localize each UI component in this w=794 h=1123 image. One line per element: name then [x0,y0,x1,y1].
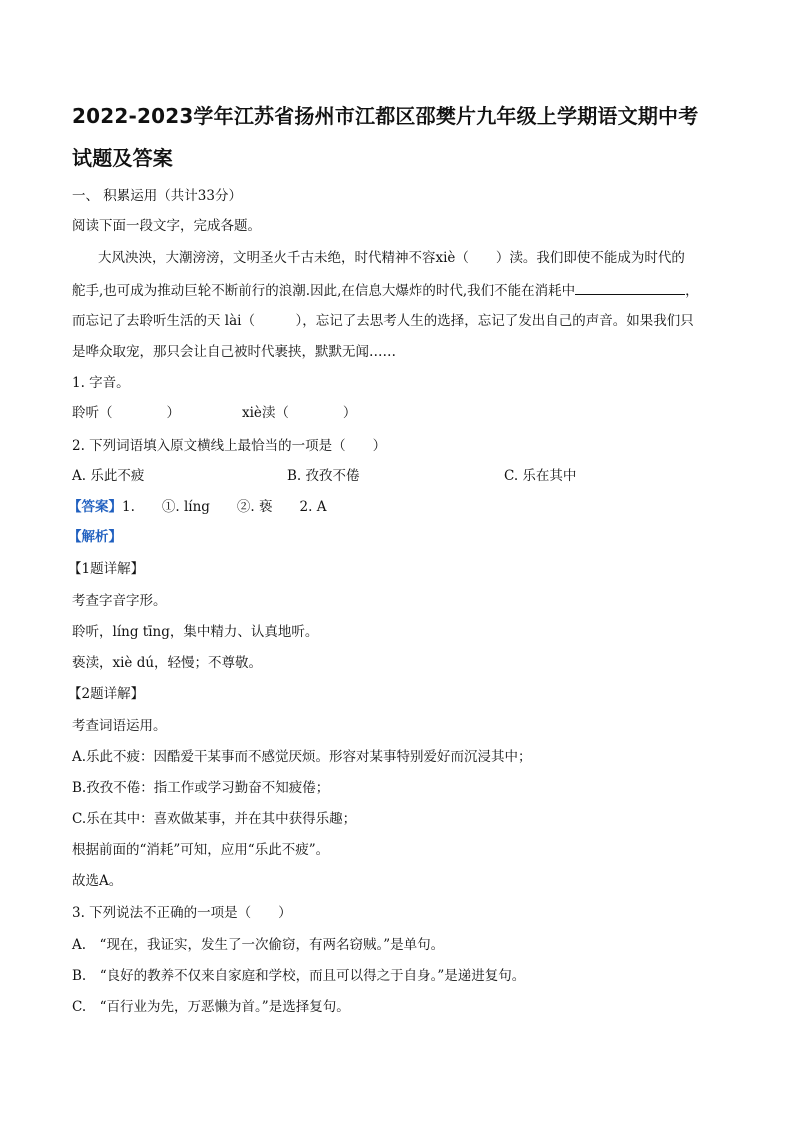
question-2-option-c: C. 乐在其中 [504,468,577,484]
passage-line-2 [72,280,699,301]
passage-line-3: 而忘记了去聆听生活的天 lài（ ），忘记了去思考人生的选择，忘记了发出自己的声音。如果我们只 [72,313,694,329]
question-2-option-b: B. 孜孜不倦 [287,468,360,484]
detail-2-label: 【2题详解】 [68,686,145,702]
detail-2-line: B.孜孜不倦：指工作或学习勤奋不知疲倦； [72,780,330,796]
question-1-items [72,403,356,423]
passage-line-2-text: 舵手,也可成为推动巨轮不断前行的浪潮.因此,在信息大爆炸的时代,我们不能在消耗中 [72,283,576,299]
question-3-option-c: C. “百行业为先，万恶懒为首。”是选择复句。 [72,999,350,1015]
question-1-prompt: 1. 字音。 [72,375,130,391]
answer-label: 【答案】 [68,499,122,515]
section-heading: 一、 积累运用（共计33分） [72,188,242,204]
question-3-option-a: A. “现在，我证实，发生了一次偷窃，有两名窃贼。”是单句。 [72,937,445,953]
fill-in-blank [575,280,685,295]
detail-1-label: 【1题详解】 [68,561,145,577]
passage-line-2-end: ， [685,283,699,299]
question-2-option-a: A. 乐此不疲 [72,468,145,484]
detail-2-line: C.乐在其中：喜欢做某事，并在其中获得乐趣； [72,811,357,827]
question-1-item-1: 聆听（ ） [72,405,180,421]
detail-2-line: 考查词语运用。 [72,718,167,734]
question-3-option-b: B. “良好的教养不仅来自家庭和学校，而且可以得之于自身。”是递进复句。 [72,968,526,984]
question-3-prompt: 3. 下列说法不正确的一项是（ ） [72,905,292,921]
passage-line-1: 大风泱泱，大潮滂滂，文明圣火千古未绝，时代精神不容xiè（ ）渎。我们即使不能成为时代的 [98,250,685,266]
passage-line-4: 是哗众取宠，那只会让自己被时代裹挟，默默无闻…… [72,344,396,360]
detail-1-line: 亵渎，xiè dú，轻慢；不尊敬。 [72,655,263,671]
detail-2-line: 故选A。 [72,873,123,889]
detail-2-line: 根据前面的“消耗”可知，应用“乐此不疲”。 [72,842,330,858]
answer-line [68,497,326,517]
answer-text: 1. ①. líng ②. 亵 2. A [122,499,327,515]
analysis-label: 【解析】 [68,529,122,545]
detail-1-line: 聆听，líng tīng，集中精力、认真地听。 [72,624,319,640]
question-2-prompt: 2. 下列词语填入原文横线上最恰当的一项是（ ） [72,438,387,454]
document-title-line-2: 试题及答案 [72,146,173,170]
question-1-item-2: xiè渎（ ） [242,405,357,421]
instruction: 阅读下面一段文字，完成各题。 [72,218,261,234]
detail-1-line: 考查字音字形。 [72,593,167,609]
document-title-line-1: 2022-2023学年江苏省扬州市江都区邵樊片九年级上学期语文期中考 [72,104,699,128]
detail-2-line: A.乐此不疲：因酷爱干某事而不感觉厌烦。形容对某事特别爱好而沉浸其中； [72,749,532,765]
